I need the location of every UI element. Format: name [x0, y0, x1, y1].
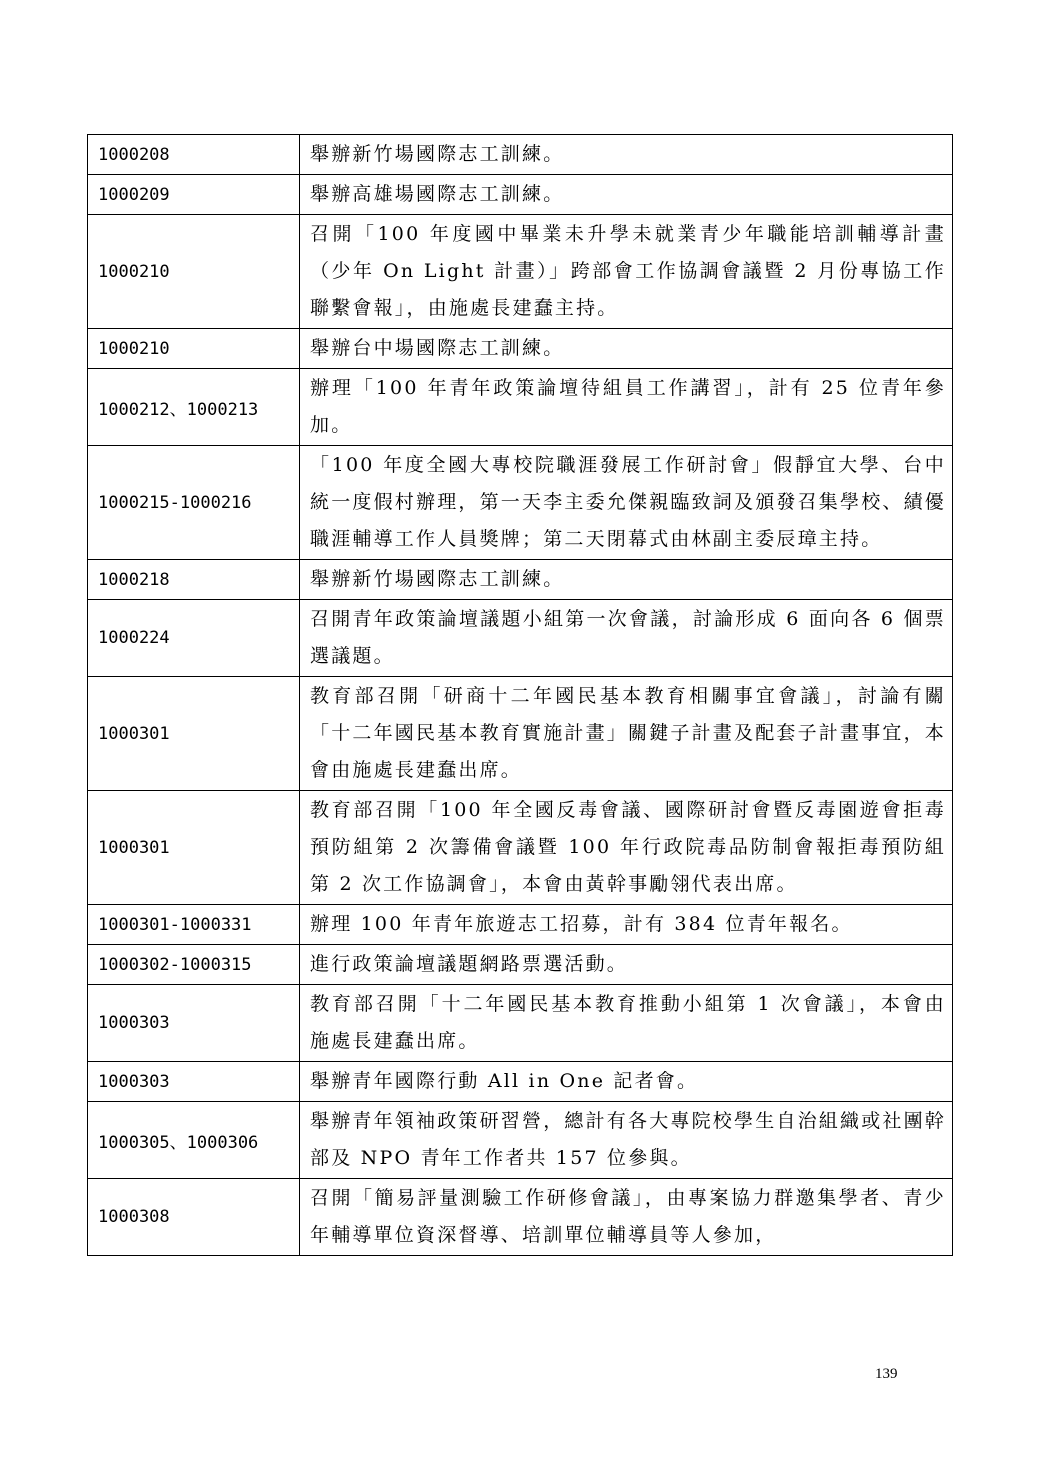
table-row: [88, 1062, 953, 1102]
row-description-cell: 進行政策論壇議題網路票選活動。: [300, 945, 953, 985]
row-date-cell: 1000210: [88, 329, 300, 369]
table-row: [88, 600, 953, 677]
table-row: [88, 1102, 953, 1179]
table-row: [88, 175, 953, 215]
table-row: [88, 215, 953, 329]
row-date-cell: 1000303: [88, 1062, 300, 1102]
row-date-cell: 1000209: [88, 175, 300, 215]
row-date-cell: 1000301: [88, 791, 300, 905]
table-row: [88, 135, 953, 175]
row-date-cell: 1000301-1000331: [88, 905, 300, 945]
row-date-cell: 1000208: [88, 135, 300, 175]
row-description-cell: 召開「100 年度國中畢業未升學未就業青少年職能培訓輔導計畫（少年 On Light 計畫）」跨部會工作協調會議暨 2 月份專協工作聯繫會報」，由施處長建蠢主持。: [300, 215, 953, 329]
row-date-cell: 1000215-1000216: [88, 446, 300, 560]
row-description-cell: 舉辦新竹場國際志工訓練。: [300, 135, 953, 175]
row-date-cell: 1000210: [88, 215, 300, 329]
row-date-cell: 1000212、1000213: [88, 369, 300, 446]
table-row: [88, 369, 953, 446]
activity-table: [87, 134, 953, 1256]
row-date-cell: 1000305、1000306: [88, 1102, 300, 1179]
table-row: [88, 905, 953, 945]
table-row: [88, 985, 953, 1062]
row-description-cell: 教育部召開「100 年全國反毒會議、國際研討會暨反毒園遊會拒毒預防組第 2 次籌備會議暨 100 年行政院毒品防制會報拒毒預防組第 2 次工作協調會」，本會由黃幹事勵翎代表出席。: [300, 791, 953, 905]
row-description-cell: 舉辦青年國際行動 All in One 記者會。: [300, 1062, 953, 1102]
table-row: [88, 791, 953, 905]
table-row: [88, 1179, 953, 1256]
table-row: [88, 446, 953, 560]
row-description-cell: 舉辦高雄場國際志工訓練。: [300, 175, 953, 215]
row-description-cell: 辦理「100 年青年政策論壇待組員工作講習」，計有 25 位青年參加。: [300, 369, 953, 446]
table-row: [88, 677, 953, 791]
table-row: [88, 560, 953, 600]
row-date-cell: 1000224: [88, 600, 300, 677]
row-date-cell: 1000303: [88, 985, 300, 1062]
row-description-cell: 舉辦新竹場國際志工訓練。: [300, 560, 953, 600]
row-description-cell: 辦理 100 年青年旅遊志工招募，計有 384 位青年報名。: [300, 905, 953, 945]
activity-table-body: [88, 135, 953, 1256]
page-number: 139: [875, 1366, 898, 1382]
row-date-cell: 1000302-1000315: [88, 945, 300, 985]
row-date-cell: 1000301: [88, 677, 300, 791]
row-date-cell: 1000218: [88, 560, 300, 600]
table-row: [88, 945, 953, 985]
table-row: [88, 329, 953, 369]
row-description-cell: 召開青年政策論壇議題小組第一次會議，討論形成 6 面向各 6 個票選議題。: [300, 600, 953, 677]
row-description-cell: 舉辦青年領袖政策研習營，總計有各大專院校學生自治組織或社團幹部及 NPO 青年工作者共 157 位參與。: [300, 1102, 953, 1179]
row-date-cell: 1000308: [88, 1179, 300, 1256]
row-description-cell: 「100 年度全國大專校院職涯發展工作研討會」假靜宜大學、台中統一度假村辦理，第一天李主委允傑親臨致詞及頒發召集學校、績優職涯輔導工作人員獎牌；第二天閉幕式由林副主委辰璋主持。: [300, 446, 953, 560]
row-description-cell: 舉辦台中場國際志工訓練。: [300, 329, 953, 369]
row-description-cell: 召開「簡易評量測驗工作研修會議」，由專案協力群邀集學者、青少年輔導單位資深督導、培訓單位輔導員等人參加，: [300, 1179, 953, 1256]
row-description-cell: 教育部召開「研商十二年國民基本教育相關事宜會議」，討論有關「十二年國民基本教育實施計畫」關鍵子計畫及配套子計畫事宜，本會由施處長建蠢出席。: [300, 677, 953, 791]
row-description-cell: 教育部召開「十二年國民基本教育推動小組第 1 次會議」，本會由施處長建蠢出席。: [300, 985, 953, 1062]
